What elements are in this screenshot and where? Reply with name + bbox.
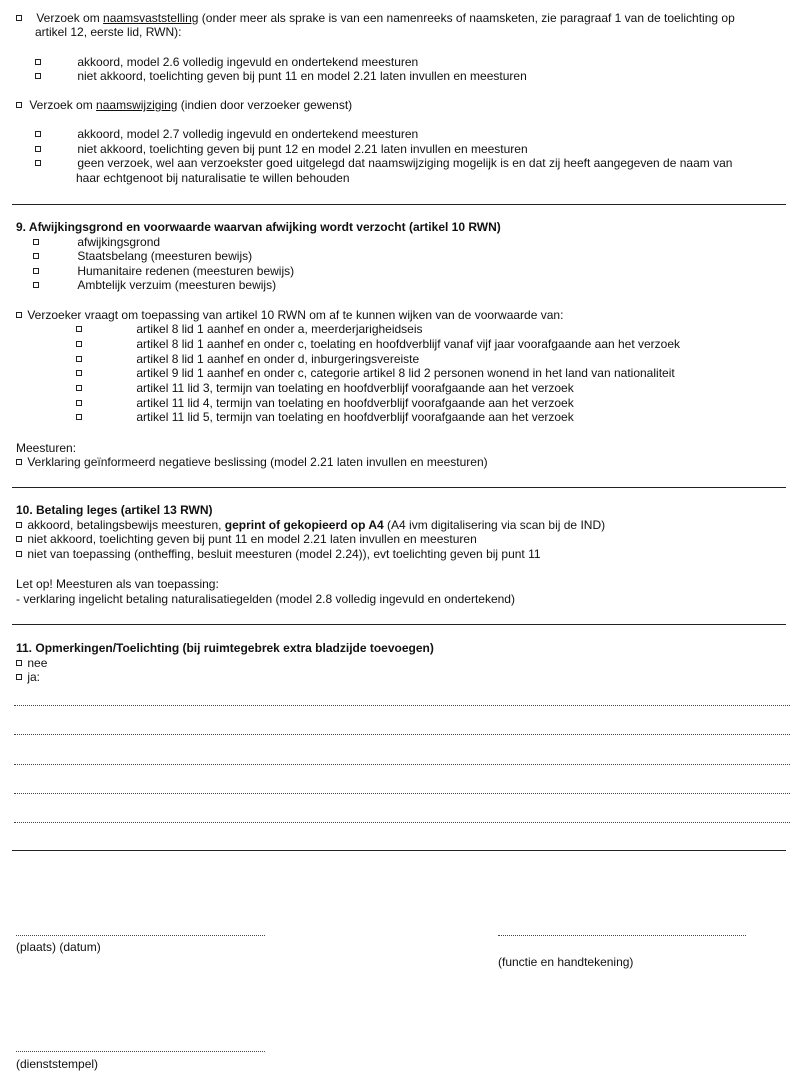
checkbox[interactable]: [16, 522, 22, 528]
section9-title: 9. Afwijkingsgrond en voorwaarde waarvan afwijking wordt verzocht (artikel 10 RWN): [16, 220, 501, 234]
checkbox[interactable]: [35, 59, 41, 65]
stamp-line[interactable]: [16, 1051, 265, 1052]
section11-title: 11. Opmerkingen/Toelichting (bij ruimtegebrek extra bladzijde toevoegen): [16, 641, 434, 655]
fee-note-title: Let op! Meesturen als van toepassing:: [16, 577, 219, 591]
name-setting-prefix: Verzoek om: [36, 11, 104, 25]
remarks-line[interactable]: [14, 734, 790, 735]
name-setting-item: [16, 11, 735, 26]
checkbox[interactable]: [16, 102, 22, 108]
name-change-option: niet akkoord, toelichting geven bij punt 12 en model 2.21 laten invullen en meesturen: [35, 142, 528, 157]
name-setting-option: niet akkoord, toelichting geven bij punt 11 en model 2.21 laten invullen en meesturen: [35, 69, 527, 84]
condition-option: artikel 8 lid 1 aanhef en onder c, toelating en hoofdverblijf vanaf vijf jaar voorafgaande aan het verzoek: [76, 337, 680, 352]
checkbox[interactable]: [76, 414, 82, 420]
checkbox[interactable]: [35, 146, 41, 152]
checkbox[interactable]: [33, 282, 39, 288]
checkbox[interactable]: [76, 385, 82, 391]
name-change-option: akkoord, model 2.7 volledig ingevuld en ondertekend meesturen: [35, 127, 418, 142]
ground-option: Staatsbelang (meesturen bewijs): [33, 249, 252, 264]
checkbox[interactable]: [76, 341, 82, 347]
condition-option: artikel 11 lid 4, termijn van toelating en hoofdverblijf voorafgaande aan het verzoek: [76, 396, 574, 411]
name-change-term: naamswijziging: [96, 98, 178, 112]
checkbox[interactable]: [33, 253, 39, 259]
remarks-line[interactable]: [14, 822, 790, 823]
fee-option: akkoord, betalingsbewijs meesturen, geprint of gekopieerd op A4 (A4 ivm digitalisering via scan bij de IND): [16, 518, 605, 533]
section-divider: [12, 487, 786, 488]
checkbox[interactable]: [16, 15, 22, 21]
ground-option: Ambtelijk verzuim (meesturen bewijs): [33, 278, 276, 293]
name-change-option: geen verzoek, wel aan verzoekster goed uitgelegd dat naamswijziging mogelijk is en dat zij heeft aangegeven de naam van: [35, 156, 732, 171]
checkbox[interactable]: [35, 131, 41, 137]
stamp-label: (dienststempel): [16, 1057, 99, 1071]
ground-option: afwijkingsgrond: [33, 235, 160, 250]
checkbox[interactable]: [76, 400, 82, 406]
name-setting-line2: artikel 12, eerste lid, RWN):: [35, 25, 182, 39]
remarks-option-yes: ja:: [16, 670, 40, 685]
condition-option: artikel 8 lid 1 aanhef en onder d, inburgeringsvereiste: [76, 352, 419, 367]
checkbox[interactable]: [16, 660, 22, 666]
checkbox[interactable]: [76, 370, 82, 376]
checkbox[interactable]: [33, 239, 39, 245]
remarks-line[interactable]: [14, 793, 790, 794]
condition-option: artikel 8 lid 1 aanhef en onder a, meerderjarigheidseis: [76, 322, 423, 337]
name-setting-term: naamsvaststelling: [103, 11, 199, 25]
function-signature-label: (functie en handtekening): [498, 955, 634, 969]
checkbox[interactable]: [76, 326, 82, 332]
fee-option: niet van toepassing (ontheffing, besluit meesturen (model 2.24)), evt toelichting geven bij punt 11: [16, 547, 541, 562]
checkbox[interactable]: [16, 674, 22, 680]
send-item: Verklaring geïnformeerd negatieve beslissing (model 2.21 laten invullen en meesturen): [16, 455, 488, 470]
signature-line[interactable]: [498, 935, 746, 936]
remarks-option-no: nee: [16, 656, 47, 671]
section-divider: [12, 624, 786, 625]
name-setting-rest: (onder meer als sprake is van een namenreeks of naamsketen, zie paragraaf 1 van de toelichting op: [198, 11, 735, 25]
checkbox[interactable]: [16, 536, 22, 542]
checkbox[interactable]: [16, 459, 22, 465]
remarks-line[interactable]: [14, 705, 790, 706]
fee-note-item: - verklaring ingelicht betaling naturalisatiegelden (model 2.8 volledig ingevuld en ondertekend): [16, 592, 515, 606]
checkbox[interactable]: [33, 268, 39, 274]
fee-option: niet akkoord, toelichting geven bij punt 11 en model 2.21 laten invullen en meesturen: [16, 532, 477, 547]
checkbox[interactable]: [35, 160, 41, 166]
name-change-option-line2: haar echtgenoot bij naturalisatie te willen behouden: [76, 171, 350, 185]
checkbox[interactable]: [16, 312, 22, 318]
place-date-label: (plaats) (datum): [16, 940, 101, 954]
section-divider: [12, 850, 786, 851]
remarks-line[interactable]: [14, 764, 790, 765]
condition-option: artikel 11 lid 5, termijn van toelating en hoofdverblijf voorafgaande aan het verzoek: [76, 410, 574, 425]
checkbox[interactable]: [35, 73, 41, 79]
checkbox[interactable]: [76, 356, 82, 362]
checkbox[interactable]: [16, 551, 22, 557]
send-label: Meesturen:: [16, 441, 77, 455]
condition-option: artikel 9 lid 1 aanhef en onder c, categorie artikel 8 lid 2 personen wonend in het land van nationaliteit: [76, 366, 675, 381]
section10-title: 10. Betaling leges (artikel 13 RWN): [16, 503, 213, 517]
request-item: Verzoeker vraagt om toepassing van artikel 10 RWN om af te kunnen wijken van de voorwaarde van:: [16, 308, 563, 323]
ground-option: Humanitaire redenen (meesturen bewijs): [33, 264, 294, 279]
name-change-item: Verzoek om naamswijziging (indien door verzoeker gewenst): [16, 98, 352, 113]
condition-option: artikel 11 lid 3, termijn van toelating en hoofdverblijf voorafgaande aan het verzoek: [76, 381, 574, 396]
name-setting-option: akkoord, model 2.6 volledig ingevuld en ondertekend meesturen: [35, 55, 418, 70]
section-divider: [12, 204, 786, 205]
place-date-line[interactable]: [16, 935, 265, 936]
